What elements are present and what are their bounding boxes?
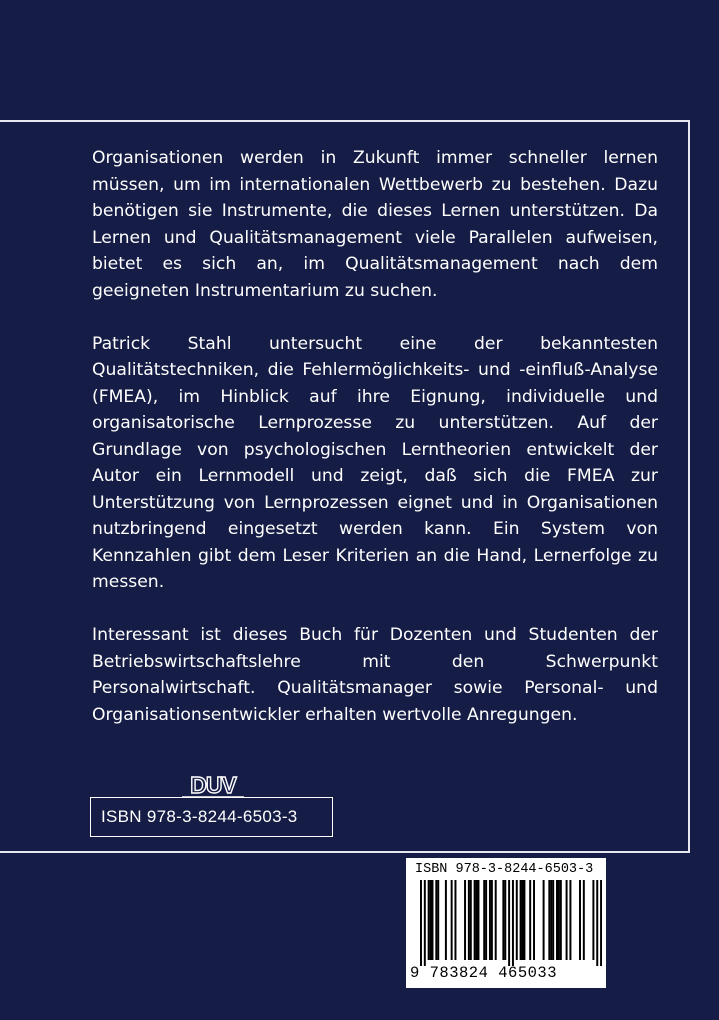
barcode-bar <box>445 880 447 960</box>
barcode-bar <box>483 880 485 960</box>
barcode-bar <box>437 880 439 960</box>
barcode-bar <box>435 880 437 960</box>
barcode-bar <box>454 880 456 960</box>
barcode-bar <box>470 880 472 960</box>
description-paragraph-3: Interessant ist dieses Buch für Dozenten und Studenten der Betriebswirtschaftslehre mit den Schwerpunkt Personalwirtschaft. Qualitätsmanager sowie Personal- und Organisationsentwickler erhalten wertvolle Anregungen. <box>92 625 658 725</box>
barcode-bar <box>431 880 433 960</box>
barcode-bar <box>566 880 568 960</box>
barcode-bar <box>583 880 585 960</box>
barcode-bar <box>592 880 594 960</box>
barcode-bar <box>430 880 432 960</box>
barcode-bar <box>424 880 426 966</box>
barcode-bar <box>489 880 491 960</box>
isbn-box <box>90 797 333 837</box>
barcode-bar <box>523 880 525 960</box>
barcode-isbn-text: ISBN 978-3-8244-6503-3 <box>415 862 594 877</box>
barcode-bar <box>476 880 478 960</box>
barcode-bar <box>512 880 514 966</box>
barcode-bar <box>451 880 453 960</box>
barcode-bar <box>485 880 487 960</box>
barcode-bar <box>504 880 506 960</box>
ean-barcode <box>420 880 602 966</box>
barcode-bar <box>558 880 560 960</box>
description-paragraph-2: Patrick Stahl untersucht eine der bekanntesten Qualitätstechniken, die Fehlermöglichkeits- und -einfluß-Analyse (FMEA), im Hinblick auf ihre Eignung, individuelle und organisatorische Lernprozesse zu unterstützen. Auf der Grundlage von psychologischen Lerntheorien entwickelt der Autor ein Lernmodell und zeigt, daß sich die FMEA zur Unterstützung von Lernprozessen eignet und in Organisationen nutzbringend eingesetzt werden kann. Ein System von Kennzahlen gibt dem Leser Kriterien an die Hand, Lernerfolge zu messen. <box>92 333 658 592</box>
barcode-bar <box>495 880 497 960</box>
barcode-bar <box>520 880 522 960</box>
barcode-bar <box>420 880 422 966</box>
isbn-label: ISBN 978-3-8244-6503-3 <box>101 807 298 826</box>
barcode-bar <box>552 880 554 960</box>
ean-number: 9 783824 465033 <box>410 964 558 982</box>
barcode-bar <box>600 880 602 966</box>
barcode-bar <box>477 880 479 960</box>
barcode-bar <box>543 880 545 960</box>
barcode-bar <box>516 880 518 960</box>
back-cover-text <box>92 145 658 755</box>
barcode-bar <box>579 880 581 960</box>
barcode-bar <box>428 880 430 960</box>
barcode-bar <box>464 880 466 960</box>
barcode-bar <box>522 880 524 960</box>
barcode-bar <box>550 880 552 960</box>
barcode-bar <box>508 880 510 966</box>
barcode-bar <box>474 880 476 960</box>
barcode-bar <box>596 880 598 966</box>
barcode-bar <box>548 880 550 960</box>
barcode-bar <box>529 880 531 960</box>
barcode-panel <box>406 858 606 988</box>
svg-text:DUV: DUV <box>190 772 236 798</box>
barcode-bar <box>491 880 493 960</box>
barcode-bar <box>533 880 535 960</box>
barcode-bar <box>468 880 470 960</box>
barcode-bar <box>569 880 571 960</box>
barcode-bar <box>502 880 504 960</box>
description-paragraph-1: Organisationen werden in Zukunft immer schneller lernen müssen, um im internationalen Wettbewerb zu bestehen. Dazu benötigen sie Instrumente, die dieses Lernen unterstützen. Da Lernen und Qualitätsmanagement viele Parallelen aufweisen, bietet es sich an, im Qualitätsmanagement nach dem geeigneten Instrumentarium zu suchen. <box>92 148 658 301</box>
barcode-bar <box>556 880 558 960</box>
barcode-bar <box>560 880 562 960</box>
